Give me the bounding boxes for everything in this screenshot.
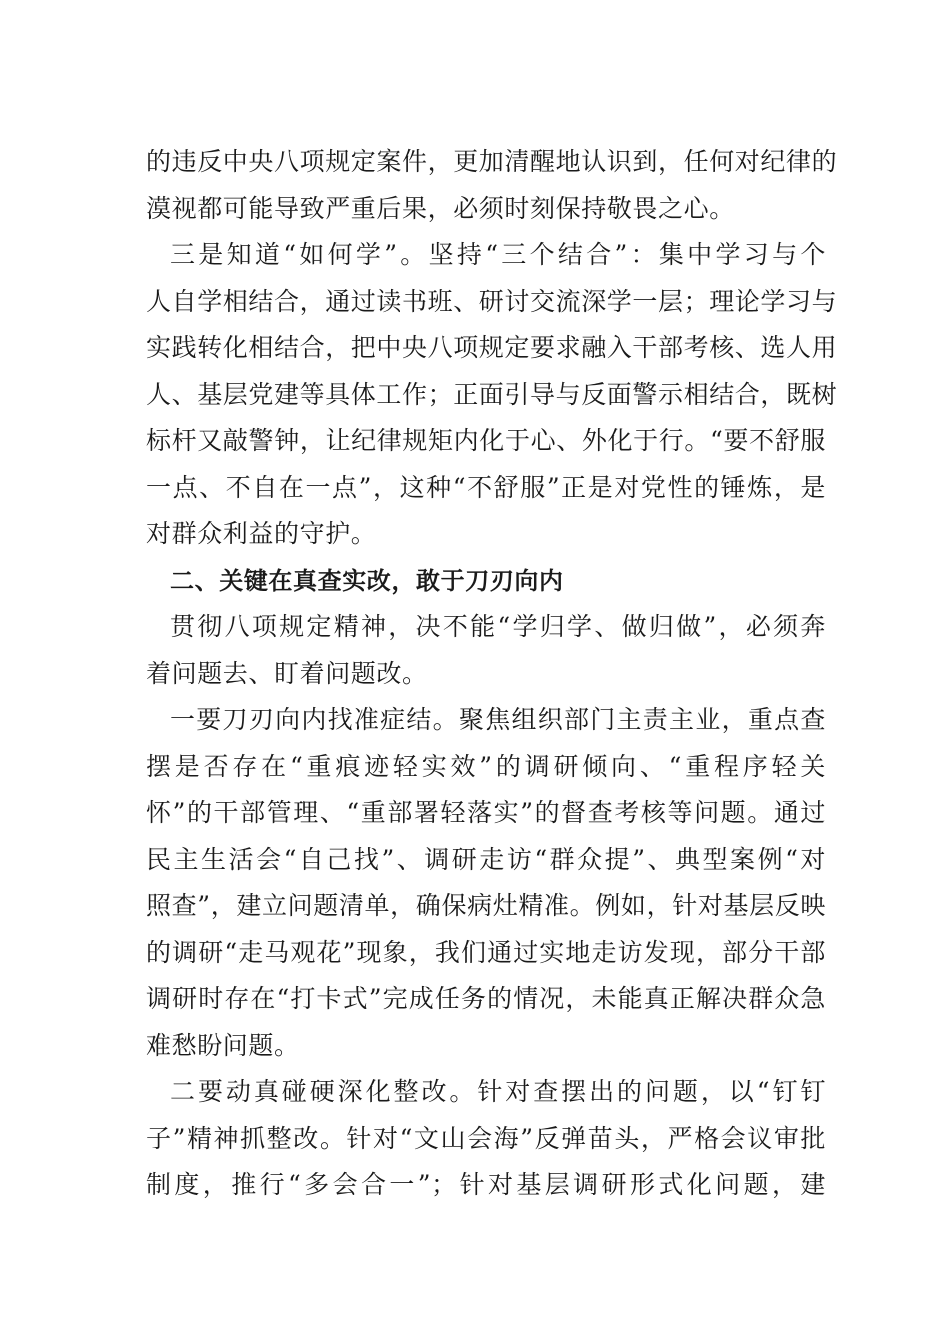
body-line: 怀”的干部管理、“重部署轻落实”的督查考核等问题。通过 — [146, 798, 826, 827]
body-line: 一要刀刃向内找准症结。聚焦组织部门主责主业，重点查 — [170, 705, 826, 734]
body-line: 调研时存在“打卡式”完成任务的情况，未能真正解决群众急 — [146, 984, 826, 1013]
body-line: 制度，推行“多会合一”；针对基层调研形式化问题，建 — [146, 1170, 826, 1199]
section-heading: 二、关键在真查实改，敢于刀刃向内 — [170, 567, 564, 595]
body-line: 民主生活会“自己找”、调研走访“群众提”、典型案例“对 — [146, 845, 826, 874]
body-line: 摆是否存在“重痕迹轻实效”的调研倾向、“重程序轻关 — [146, 752, 826, 781]
body-line: 难愁盼问题。 — [146, 1031, 300, 1060]
body-line: 子”精神抓整改。针对“文山会海”反弹苗头，严格会议审批 — [146, 1124, 826, 1153]
body-line: 贯彻八项规定精神，决不能“学归学、做归做”，必须奔 — [170, 612, 826, 641]
body-line: 标杆又敲警钟，让纪律规矩内化于心、外化于行。“要不舒服 — [146, 426, 826, 455]
body-line: 漠视都可能导致严重后果，必须时刻保持敬畏之心。 — [146, 194, 735, 223]
body-line: 二要动真碰硬深化整改。针对查摆出的问题，以“钉钉 — [170, 1077, 826, 1106]
body-line: 人、基层党建等具体工作；正面引导与反面警示相结合，既树 — [146, 380, 838, 409]
body-line: 实践转化相结合，把中央八项规定要求融入干部考核、选人用 — [146, 333, 838, 362]
body-line: 的违反中央八项规定案件，更加清醒地认识到，任何对纪律的 — [146, 147, 838, 176]
body-line: 着问题去、盯着问题改。 — [146, 659, 428, 688]
body-line: 对群众利益的守护。 — [146, 519, 377, 548]
body-line: 的调研“走马观花”现象，我们通过实地走访发现，部分干部 — [146, 938, 826, 967]
body-line: 人自学相结合，通过读书班、研讨交流深学一层；理论学习与 — [146, 287, 838, 316]
body-line: 三是知道“如何学”。坚持“三个结合”：集中学习与个 — [170, 240, 826, 269]
body-line: 照查”，建立问题清单，确保病灶精准。例如，针对基层反映 — [146, 891, 826, 920]
body-line: 一点、不自在一点”，这种“不舒服”正是对党性的锤炼，是 — [146, 473, 826, 502]
